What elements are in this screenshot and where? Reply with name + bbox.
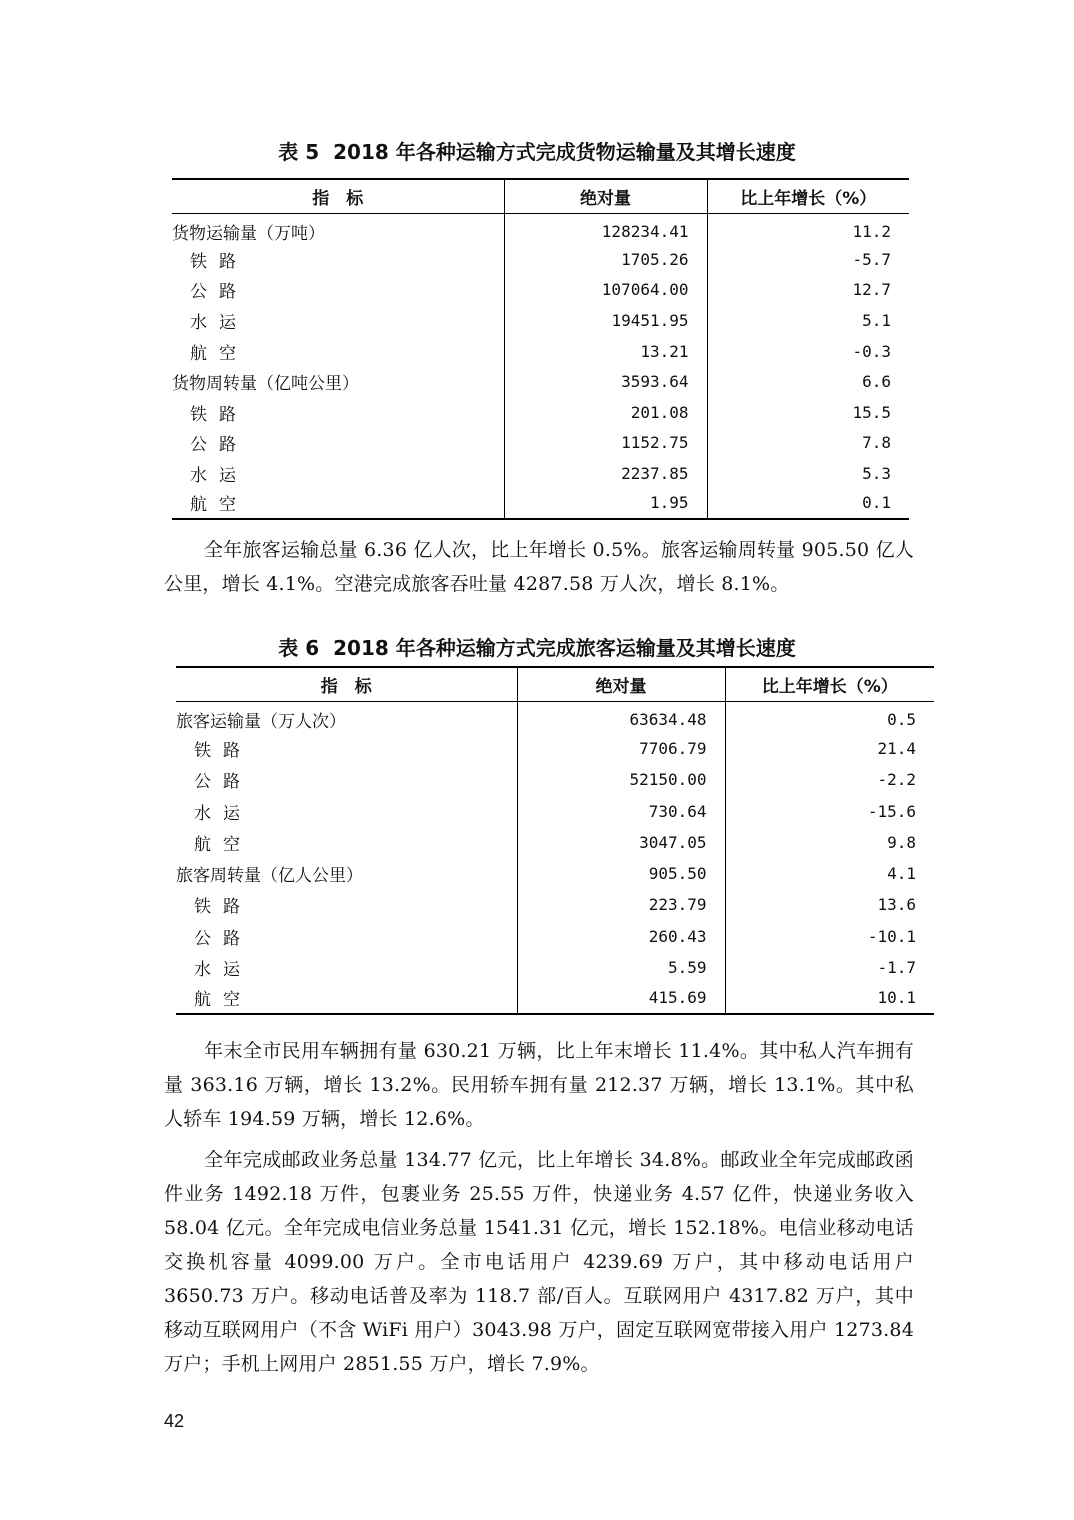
row-growth: -2.2 bbox=[725, 764, 934, 795]
table-row bbox=[172, 305, 909, 336]
row-value: 5.59 bbox=[517, 952, 725, 983]
table5-body bbox=[172, 214, 909, 520]
row-value: 1.95 bbox=[504, 489, 707, 520]
table-row bbox=[176, 827, 934, 858]
row-value: 63634.48 bbox=[517, 702, 725, 733]
table5-title: 2018 年各种运输方式完成货物运输量及其增长速度 bbox=[333, 140, 796, 164]
row-label: 公路 bbox=[190, 282, 248, 303]
row-label: 铁路 bbox=[194, 740, 252, 761]
row-growth: 10.1 bbox=[725, 983, 934, 1014]
row-label: 货物运输量（万吨） bbox=[172, 223, 325, 244]
row-label: 水运 bbox=[190, 313, 248, 334]
table-row bbox=[172, 244, 909, 275]
row-growth: 9.8 bbox=[725, 827, 934, 858]
table6-body bbox=[176, 702, 934, 1015]
row-label: 铁路 bbox=[194, 897, 252, 918]
row-value: 201.08 bbox=[504, 397, 707, 428]
row-value: 1705.26 bbox=[504, 244, 707, 275]
table6-number: 表 6 bbox=[278, 636, 320, 660]
row-growth: 15.5 bbox=[707, 397, 909, 428]
row-label: 铁路 bbox=[190, 404, 248, 425]
table5-number: 表 5 bbox=[278, 140, 320, 164]
table-row bbox=[172, 489, 909, 520]
table6 bbox=[176, 666, 934, 1015]
page-number: 42 bbox=[164, 1411, 185, 1431]
table-row bbox=[176, 733, 934, 764]
row-growth: 0.1 bbox=[707, 489, 909, 520]
table6-header-row bbox=[176, 667, 934, 702]
row-value: 128234.41 bbox=[504, 214, 707, 245]
paragraph-postal-telecom bbox=[164, 1143, 914, 1381]
row-value: 730.64 bbox=[517, 795, 725, 826]
row-growth: 21.4 bbox=[725, 733, 934, 764]
row-value: 107064.00 bbox=[504, 275, 707, 306]
row-value: 19451.95 bbox=[504, 305, 707, 336]
table-row bbox=[172, 366, 909, 397]
row-growth: -0.3 bbox=[707, 336, 909, 367]
row-label: 公路 bbox=[194, 772, 252, 793]
table-row bbox=[176, 921, 934, 952]
table-row bbox=[172, 275, 909, 306]
row-label: 旅客运输量（万人次） bbox=[176, 711, 346, 732]
table-row bbox=[172, 458, 909, 489]
row-value: 3047.05 bbox=[517, 827, 725, 858]
row-growth: 12.7 bbox=[707, 275, 909, 306]
table6-header-value: 绝对量 bbox=[517, 667, 725, 702]
table5-caption bbox=[0, 140, 1074, 164]
row-growth: -10.1 bbox=[725, 921, 934, 952]
row-label: 航空 bbox=[194, 989, 252, 1010]
row-value: 415.69 bbox=[517, 983, 725, 1014]
row-growth: 4.1 bbox=[725, 858, 934, 889]
row-value: 1152.75 bbox=[504, 428, 707, 459]
table-row bbox=[172, 214, 909, 245]
table-row bbox=[172, 336, 909, 367]
row-growth: 5.3 bbox=[707, 458, 909, 489]
table-row bbox=[176, 858, 934, 889]
row-value: 13.21 bbox=[504, 336, 707, 367]
row-growth: -5.7 bbox=[707, 244, 909, 275]
row-value: 2237.85 bbox=[504, 458, 707, 489]
table-row bbox=[172, 428, 909, 459]
paragraph-passenger-text: 全年旅客运输总量 6.36 亿人次，比上年增长 0.5%。旅客运输周转量 905.50 亿人公里，增长 4.1%。空港完成旅客吞吐量 4287.58 万人次，增长 8.1%。 bbox=[164, 539, 914, 595]
row-growth: 7.8 bbox=[707, 428, 909, 459]
row-label: 水运 bbox=[190, 466, 248, 487]
table-row bbox=[176, 702, 934, 733]
table5 bbox=[172, 178, 909, 520]
row-label: 航空 bbox=[194, 834, 252, 855]
row-value: 7706.79 bbox=[517, 733, 725, 764]
row-growth: 11.2 bbox=[707, 214, 909, 245]
table6-header-growth: 比上年增长（%） bbox=[725, 667, 934, 702]
table5-header-value: 绝对量 bbox=[504, 179, 707, 214]
table-row bbox=[172, 397, 909, 428]
row-label: 航空 bbox=[190, 343, 248, 364]
row-label: 水运 bbox=[194, 960, 252, 981]
row-label: 航空 bbox=[190, 495, 248, 516]
paragraph-postal-telecom-text: 全年完成邮政业务总量 134.77 亿元，比上年增长 34.8%。邮政业全年完成邮政函件业务 1492.18 万件，包裹业务 25.55 万件，快递业务 4.57 亿件，快递业务收入 58.04 亿元。全年完成电信业务总量 1541.31 亿元，增长 152.18%。电信业移动电话交换机容量 4099.00 万户。全市电话用户 4239.69 万户，其中移动电话用户 3650.73 万户。移动电话普及率为 118.7 部/百人。互联网用户 4317.82 万户，其中移动互联网用户（不含 WiFi 用户）3043.98 万户，固定互联网宽带接入用户 1273.84 万户；手机上网用户 2851.55 万户，增长 7.9%。 bbox=[164, 1149, 914, 1375]
row-label: 公路 bbox=[194, 928, 252, 949]
row-label: 货物周转量（亿吨公里） bbox=[172, 374, 359, 395]
table5-header-growth: 比上年增长（%） bbox=[707, 179, 909, 214]
table6-caption bbox=[0, 636, 1074, 660]
paragraph-vehicles-text: 年末全市民用车辆拥有量 630.21 万辆，比上年末增长 11.4%。其中私人汽车拥有量 363.16 万辆，增长 13.2%。民用轿车拥有量 212.37 万辆，增长 13.1%。其中私人轿车 194.59 万辆，增长 12.6%。 bbox=[164, 1040, 914, 1130]
row-growth: -1.7 bbox=[725, 952, 934, 983]
table-row bbox=[176, 983, 934, 1014]
table-row bbox=[176, 795, 934, 826]
row-growth: -15.6 bbox=[725, 795, 934, 826]
row-growth: 5.1 bbox=[707, 305, 909, 336]
paragraph-passenger-summary bbox=[164, 533, 914, 601]
row-value: 3593.64 bbox=[504, 366, 707, 397]
table5-header-indicator: 指 标 bbox=[312, 189, 364, 209]
table6-header-indicator: 指 标 bbox=[320, 677, 372, 697]
row-label: 公路 bbox=[190, 435, 248, 456]
table-row bbox=[176, 889, 934, 920]
row-growth: 0.5 bbox=[725, 702, 934, 733]
paragraph-vehicles bbox=[164, 1034, 914, 1136]
row-value: 260.43 bbox=[517, 921, 725, 952]
row-label: 铁路 bbox=[190, 251, 248, 272]
row-value: 223.79 bbox=[517, 889, 725, 920]
row-growth: 13.6 bbox=[725, 889, 934, 920]
table-row bbox=[176, 952, 934, 983]
row-label: 水运 bbox=[194, 803, 252, 824]
table6-title: 2018 年各种运输方式完成旅客运输量及其增长速度 bbox=[333, 636, 796, 660]
row-growth: 6.6 bbox=[707, 366, 909, 397]
table5-header-row bbox=[172, 179, 909, 214]
row-value: 905.50 bbox=[517, 858, 725, 889]
row-label: 旅客周转量（亿人公里） bbox=[176, 866, 363, 887]
row-value: 52150.00 bbox=[517, 764, 725, 795]
table-row bbox=[176, 764, 934, 795]
